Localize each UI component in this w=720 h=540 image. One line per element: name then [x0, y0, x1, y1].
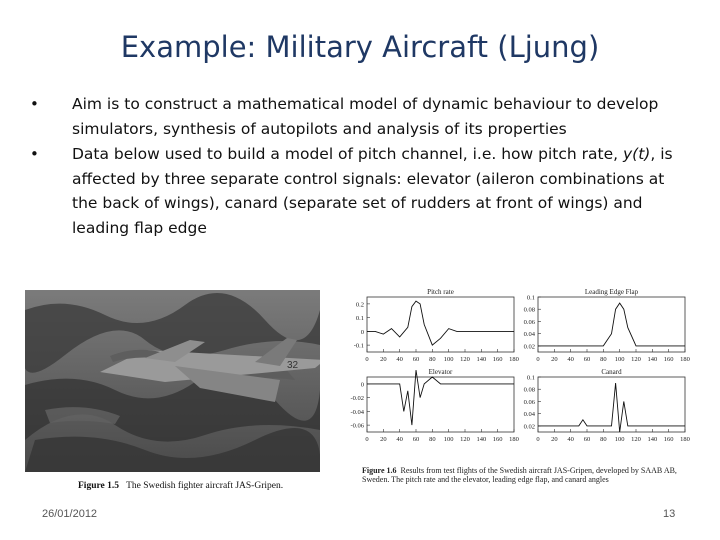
x-tick-label: 160 — [663, 356, 674, 363]
x-tick-label: 160 — [492, 436, 503, 443]
y-tick-label: 0.1 — [355, 315, 364, 323]
x-tick-label: 140 — [476, 436, 487, 443]
y-tick-label: -0.02 — [350, 395, 364, 403]
y-tick-label: 0 — [360, 328, 364, 336]
aircraft-number: 32 — [287, 360, 299, 371]
x-tick-label: 140 — [647, 356, 658, 363]
y-tick-label: -0.04 — [350, 408, 364, 416]
figure-1-5-caption — [78, 481, 283, 491]
y-tick-label: -0.06 — [350, 422, 364, 430]
bullet-text-tail: , is affected by three separate control signals: elevator (aileron combinations at the back of wings), canard (separate set of rudders at front of wings) and leading flap edge — [72, 145, 673, 237]
plot-frame — [538, 297, 685, 352]
bullet-italic-text: y(t) — [622, 145, 651, 163]
figure-1-6-text: Results from test flights of the Swedish aircraft JAS-Gripen, developed by SAAB AB, Sweden. The pitch rate and the elevator, leading edge flap, and canard angles — [362, 466, 677, 484]
series-line — [538, 383, 685, 432]
figure-1-6-label: Figure 1.6 — [362, 466, 397, 475]
x-tick-label: 20 — [551, 436, 558, 443]
y-tick-label: 0.04 — [523, 411, 535, 419]
bullet-item — [30, 92, 690, 141]
x-tick-label: 80 — [429, 356, 436, 363]
figure-1-5-label: Figure 1.5 — [78, 481, 119, 491]
x-tick-label: 0 — [536, 436, 540, 443]
x-tick-label: 160 — [492, 356, 503, 363]
y-tick-label: 0.06 — [523, 398, 535, 406]
x-tick-label: 20 — [551, 356, 558, 363]
y-tick-label: 0.02 — [523, 423, 535, 431]
y-tick-label: 0.1 — [526, 294, 535, 302]
x-tick-label: 60 — [583, 356, 591, 363]
bullet-list — [30, 92, 690, 241]
bullet-item — [30, 142, 690, 240]
y-tick-label: 0 — [360, 381, 364, 389]
plot-title: Leading Edge Flap — [584, 288, 639, 296]
plot-title: Canard — [601, 368, 622, 376]
x-tick-label: 180 — [509, 356, 519, 363]
slide-number: 13 — [663, 508, 676, 520]
x-tick-label: 140 — [647, 436, 658, 443]
x-tick-label: 120 — [631, 356, 641, 363]
x-tick-label: 160 — [663, 436, 674, 443]
x-tick-label: 80 — [429, 436, 436, 443]
x-tick-label: 0 — [365, 436, 369, 443]
y-tick-label: 0.02 — [523, 343, 535, 351]
x-tick-label: 80 — [600, 436, 607, 443]
x-tick-label: 40 — [567, 356, 574, 363]
x-tick-label: 100 — [443, 356, 454, 363]
x-tick-label: 140 — [476, 356, 487, 363]
x-tick-label: 120 — [460, 356, 470, 363]
x-tick-label: 100 — [443, 436, 454, 443]
plot-frame — [367, 297, 514, 352]
y-tick-label: 0.06 — [523, 318, 535, 326]
bullet-text: Data below used to build a model of pitch channel, i.e. how pitch rate, — [72, 145, 623, 163]
x-tick-label: 40 — [396, 436, 403, 443]
figure-1-6-caption — [362, 466, 702, 484]
x-tick-label: 40 — [567, 436, 574, 443]
figure-1-5-text: The Swedish fighter aircraft JAS-Gripen. — [126, 481, 284, 491]
bullet-dot-icon: • — [30, 145, 39, 163]
bullet-dot-icon: • — [30, 95, 39, 113]
aircraft-photo — [25, 290, 320, 495]
y-tick-label: 0.04 — [523, 331, 535, 339]
y-tick-label: -0.1 — [353, 342, 364, 350]
x-tick-label: 0 — [536, 356, 540, 363]
y-tick-label: 0.2 — [355, 301, 364, 309]
footer-date: 26/01/2012 — [42, 508, 98, 520]
x-tick-label: 180 — [680, 356, 690, 363]
flight-test-plots — [340, 285, 695, 460]
y-tick-label: 0.08 — [523, 386, 535, 394]
x-tick-label: 20 — [380, 436, 387, 443]
x-tick-label: 120 — [631, 436, 641, 443]
y-tick-label: 0.08 — [523, 306, 535, 314]
x-tick-label: 80 — [600, 356, 607, 363]
bullet-text: Aim is to construct a mathematical model of dynamic behaviour to develop simulators, synthesis of autopilots and analysis of its properties — [72, 95, 659, 138]
x-tick-label: 120 — [460, 436, 470, 443]
x-tick-label: 0 — [365, 356, 369, 363]
x-tick-label: 40 — [396, 356, 403, 363]
series-line — [538, 303, 685, 346]
x-tick-label: 100 — [614, 436, 625, 443]
x-tick-label: 180 — [509, 436, 519, 443]
plot-frame — [367, 377, 514, 432]
plot-title: Pitch rate — [427, 288, 454, 296]
x-tick-label: 60 — [412, 436, 420, 443]
x-tick-label: 20 — [380, 356, 387, 363]
aircraft-photo-image — [25, 290, 320, 495]
x-tick-label: 100 — [614, 356, 625, 363]
x-tick-label: 60 — [583, 436, 591, 443]
series-line — [367, 370, 514, 425]
series-line — [367, 301, 514, 345]
slide-title: Example: Military Aircraft (Ljung) — [120, 30, 600, 64]
plot-title: Elevator — [428, 368, 453, 376]
x-tick-label: 60 — [412, 356, 420, 363]
y-tick-label: 0.1 — [526, 374, 535, 382]
x-tick-label: 180 — [680, 436, 690, 443]
